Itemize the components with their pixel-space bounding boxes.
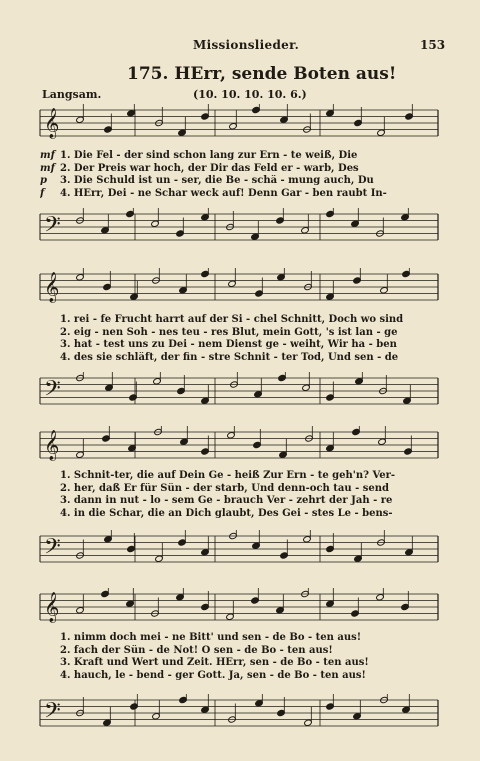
hymn-title: 175. HErr, sende Boten aus! (127, 64, 397, 84)
section-header: Missionslieder. (193, 38, 300, 52)
lyrics-system-2 (40, 314, 440, 364)
lyric-line: 3. hat - test uns zu Dei - nem Dienst ge - weiht, Wir ha - ben (60, 339, 397, 350)
lyrics-system-3 (40, 470, 440, 520)
svg-text:𝄞: 𝄞 (44, 108, 60, 139)
bass-staff-system-1 (0, 208, 480, 248)
lyric-line: 3. dann in nut - lo - sem Ge - brauch Ver - zehrt der Jah - re (60, 495, 393, 506)
bass-staff-system-3 (0, 530, 480, 570)
lyric-line: 1. rei - fe Frucht harrt auf der Si - chel Schnitt, Doch wo sind (60, 314, 404, 325)
svg-text:𝄞: 𝄞 (44, 272, 60, 303)
bass-staff-system-2 (0, 372, 480, 412)
svg-text:𝄢: 𝄢 (44, 376, 61, 407)
svg-text:𝄢: 𝄢 (44, 534, 61, 565)
treble-staff-system-4 (0, 588, 480, 628)
treble-staff-system-1 (0, 104, 480, 144)
lyric-line: 2. fach der Sün - de Not! O sen - de Bo - ten aus! (60, 644, 333, 656)
svg-text:𝄢: 𝄢 (44, 212, 61, 243)
lyric-line: f 4. HErr, Dei - ne Schar weck auf! Denn Gar - ben raubt In- (40, 187, 387, 199)
lyric-line: 4. in die Schar, die an Dich glaubt, Des Gei - stes Le - bens- (60, 507, 393, 519)
tempo-marking: Langsam. (42, 88, 102, 101)
lyric-line: p 3. Die Schuld ist un - ser, die Be - schä - mung auch, Du (40, 175, 374, 186)
lyric-line: 1. nimm doch mei - ne Bitt' und sen - de Bo - ten aus! (60, 632, 362, 643)
treble-staff-system-2 (0, 268, 480, 308)
bass-staff-system-4 (0, 694, 480, 734)
lyrics-system-1 (40, 150, 440, 200)
lyric-line: 4. hauch, le - bend - ger Gott. Ja, sen - de Bo - ten aus! (60, 669, 366, 681)
svg-text:𝄞: 𝄞 (44, 430, 60, 461)
lyric-line: mf 1. Die Fel - der sind schon lang zur Ern - te weiß, Die (40, 150, 358, 161)
lyric-line: mf 2. Der Preis war hoch, der Dir das Feld er - warb, Des (40, 162, 359, 174)
lyric-line: 2. eig - nen Soh - nes teu - res Blut, mein Gott, 's ist lan - ge (60, 326, 398, 338)
lyric-line: 1. Schnit-ter, die auf Dein Ge - heiß Zur Ern - te geh'n? Ver- (60, 470, 396, 481)
lyric-line: 4. des sie schläft, der fin - stre Schnit - ter Tod, Und sen - de (60, 351, 399, 363)
lyrics-system-4 (40, 632, 440, 682)
treble-staff-system-3 (0, 426, 480, 466)
lyric-line: 3. Kraft und Wert und Zeit. HErr, sen - de Bo - ten aus! (60, 657, 369, 668)
svg-text:𝄞: 𝄞 (44, 592, 60, 623)
meter-marking: (10. 10. 10. 10. 6.) (193, 88, 307, 101)
page-number: 153 (420, 38, 446, 52)
lyric-line: 2. her, daß Er für Sün - der starb, Und denn-och tau - send (60, 482, 389, 494)
svg-text:𝄢: 𝄢 (44, 698, 61, 729)
